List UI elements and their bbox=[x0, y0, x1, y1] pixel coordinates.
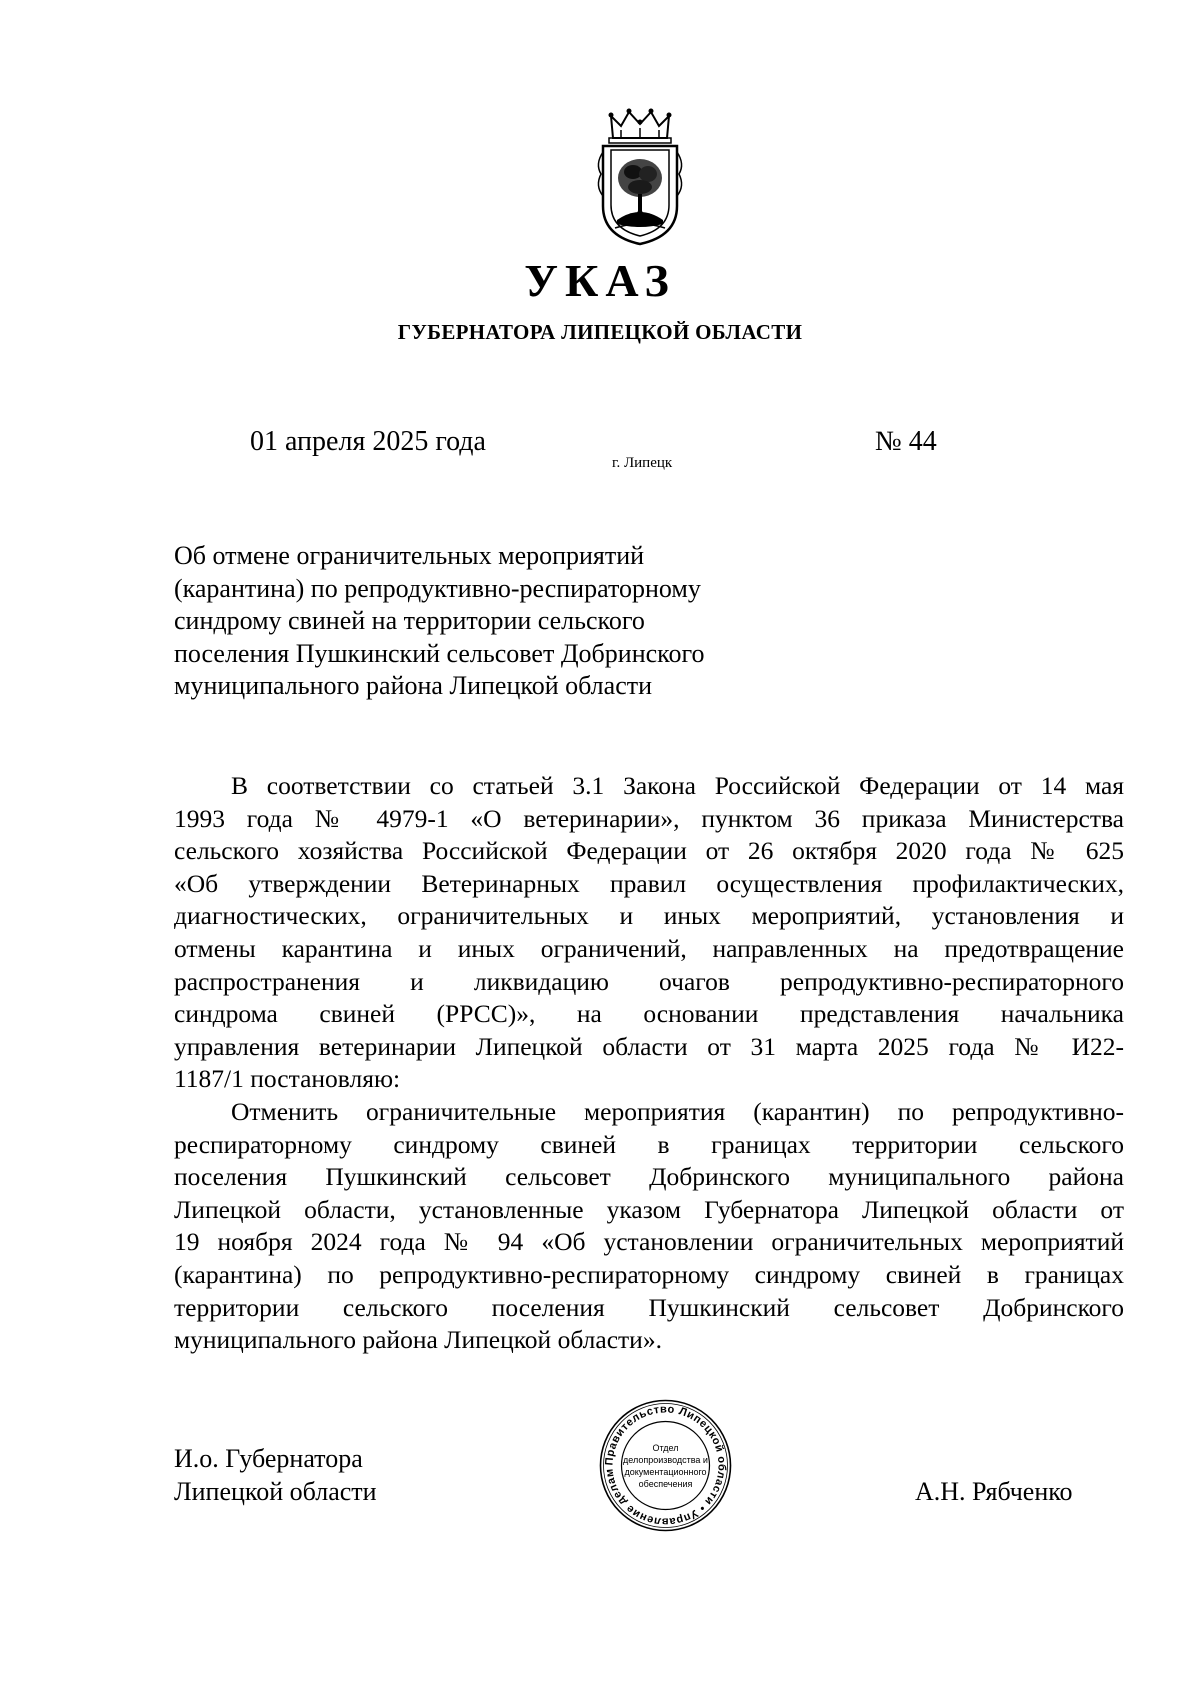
signatory-position bbox=[174, 1442, 377, 1508]
stamp-center-line: обеспечения bbox=[638, 1478, 693, 1489]
document-date: 01 апреля 2025 года bbox=[250, 426, 486, 457]
body-line: 1993 года № 4979-1 «О ветеринарии», пунктом 36 приказа Министерства bbox=[174, 803, 1124, 833]
document-body bbox=[174, 770, 1124, 1357]
body-line: распространения и ликвидацию очагов репродуктивно-респираторного bbox=[174, 966, 1124, 996]
signatory-position-line: Липецкой области bbox=[174, 1477, 377, 1506]
document-subtitle: ГУБЕРНАТОРА ЛИПЕЦКОЙ ОБЛАСТИ bbox=[397, 320, 803, 344]
body-line: 1187/1 постановляю: bbox=[174, 1064, 401, 1094]
coat-of-arms-icon bbox=[591, 108, 689, 246]
stamp-center-line: делопроизводства и bbox=[623, 1454, 708, 1465]
body-line: Отменить ограничительные мероприятия (карантин) по репродуктивно- bbox=[231, 1096, 1124, 1126]
official-stamp bbox=[598, 1398, 733, 1533]
body-line: сельского хозяйства Российской Федерации от 26 октября 2020 года № 625 bbox=[174, 836, 1124, 866]
document-number: № 44 bbox=[875, 426, 937, 457]
body-line: муниципального района Липецкой области». bbox=[174, 1325, 662, 1355]
document-title: УКАЗ bbox=[524, 255, 676, 306]
heading-line: синдрому свиней на территории сельского bbox=[174, 606, 645, 635]
document-city: г. Липецк bbox=[612, 455, 673, 471]
body-line: территории сельского поселения Пушкинский сельсовет Добринского bbox=[174, 1292, 1124, 1322]
stamp-center bbox=[598, 1398, 733, 1533]
body-line: респираторному синдрому свиней в границах территории сельского bbox=[174, 1129, 1124, 1159]
body-line: диагностических, ограничительных и иных мероприятий, установления и bbox=[174, 901, 1124, 931]
heading-line: (карантина) по репродуктивно-респираторному bbox=[174, 573, 701, 603]
body-line: отмены карантина и иных ограничений, направленных на предотвращение bbox=[174, 933, 1124, 963]
body-line: «Об утверждении Ветеринарных правил осуществления профилактических, bbox=[174, 868, 1124, 898]
body-line: (карантина) по репродуктивно-респираторному синдрому свиней в границах bbox=[174, 1259, 1124, 1289]
signatory-position-line: И.о. Губернатора bbox=[174, 1444, 363, 1473]
heading-line: Об отмене ограничительных мероприятий bbox=[174, 541, 645, 570]
heading-line: поселения Пушкинский сельсовет Добринского bbox=[174, 638, 705, 668]
body-line: синдрома свиней (РРСС)», на основании представления начальника bbox=[174, 999, 1124, 1029]
heading-line: муниципального района Липецкой области bbox=[174, 671, 653, 700]
body-line: 19 ноября 2024 года № 94 «Об установлении ограничительных мероприятий bbox=[174, 1227, 1124, 1257]
signatory-name: А.Н. Рябченко bbox=[915, 1477, 1073, 1506]
body-line: Липецкой области, установленные указом Губернатора Липецкой области от bbox=[174, 1194, 1124, 1224]
body-line: управления ветеринарии Липецкой области от 31 марта 2025 года № И22- bbox=[174, 1031, 1124, 1061]
stamp-center-line: документационного bbox=[624, 1466, 707, 1477]
stamp-ring-text: Правительство Липецкой области • Управление делам bbox=[603, 1403, 728, 1528]
stamp-center-line: Отдел bbox=[652, 1442, 679, 1453]
body-line: В соответствии со статьей 3.1 Закона Российской Федерации от 14 мая bbox=[231, 771, 1124, 800]
document-heading bbox=[174, 540, 794, 703]
body-line: поселения Пушкинский сельсовет Добринского муниципального района bbox=[174, 1162, 1124, 1192]
